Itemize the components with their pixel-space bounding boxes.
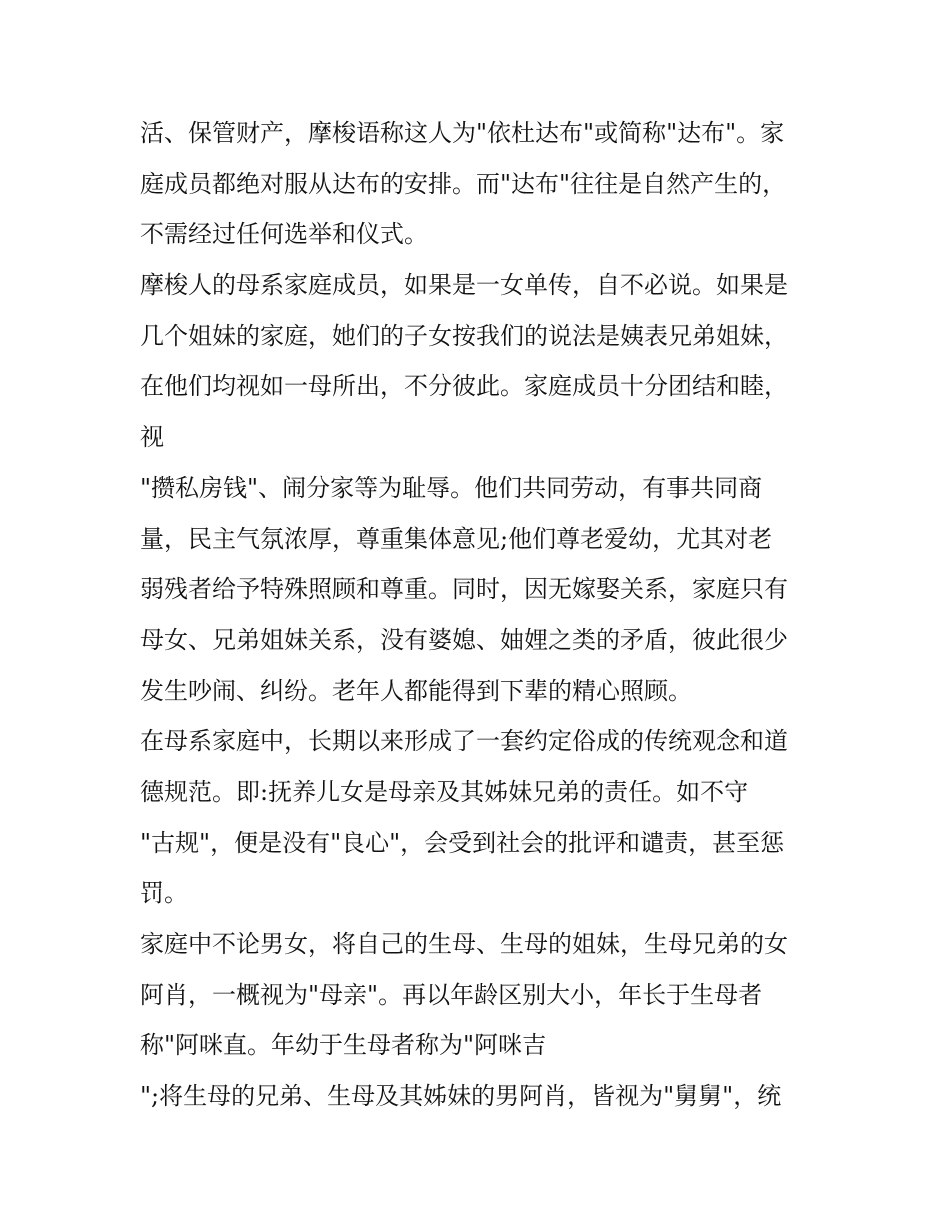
- text-line: ";将生母的兄弟、生母及其姊妹的男阿肖，皆视为"舅舅"，统: [140, 1082, 782, 1111]
- text-line: 罚。: [140, 879, 188, 908]
- text-line: 在母系家庭中，长期以来形成了一套约定俗成的传统观念和道: [140, 727, 788, 756]
- text-line: 庭成员都绝对服从达布的安排。而"达布"往往是自然产生的，: [140, 169, 787, 198]
- text-line: 几个姐妹的家庭，她们的子女按我们的说法是姨表兄弟姐妹，: [140, 321, 788, 350]
- text-line: 视: [140, 423, 164, 452]
- text-line: 摩梭人的母系家庭成员，如果是一女单传，自不必说。如果是: [140, 271, 788, 300]
- text-line: 家庭中不论男女，将自己的生母、生母的姐妹，生母兄弟的女: [140, 930, 788, 958]
- text-line: 活、保管财产，摩梭语称这人为"依杜达布"或简称"达布"。家: [140, 119, 785, 147]
- text-line: "攒私房钱"、闹分家等为耻辱。他们共同劳动，有事共同商: [140, 473, 763, 502]
- text-line: 在他们均视如一母所出，不分彼此。家庭成员十分团结和睦，: [140, 372, 788, 401]
- text-line: 量，民主气氛浓厚，尊重集体意见;他们尊老爱幼，尤其对老: [140, 524, 773, 553]
- text-line: "古规"，便是没有"良心"，会受到社会的批评和谴责，甚至惩: [140, 828, 785, 857]
- text-line: 发生吵闹、纠纷。老年人都能得到下辈的精心照顾。: [140, 676, 692, 705]
- text-line: 母女、兄弟姐妹关系，没有婆媳、妯娌之类的矛盾，彼此很少: [140, 625, 788, 654]
- text-line: 弱残者给予特殊照顾和尊重。同时，因无嫁娶关系，家庭只有: [140, 575, 788, 604]
- text-line: 不需经过任何选举和仪式。: [140, 220, 428, 249]
- text-line: 称"阿咪直。年幼于生母者称为"阿咪吉: [140, 1031, 547, 1060]
- text-line: 德规范。即:抚养儿女是母亲及其姊妹兄弟的责任。如不守: [140, 777, 749, 806]
- text-line: 阿肖，一概视为"母亲"。再以年龄区别大小，年长于生母者: [140, 980, 763, 1009]
- body-text: [140, 108, 830, 1122]
